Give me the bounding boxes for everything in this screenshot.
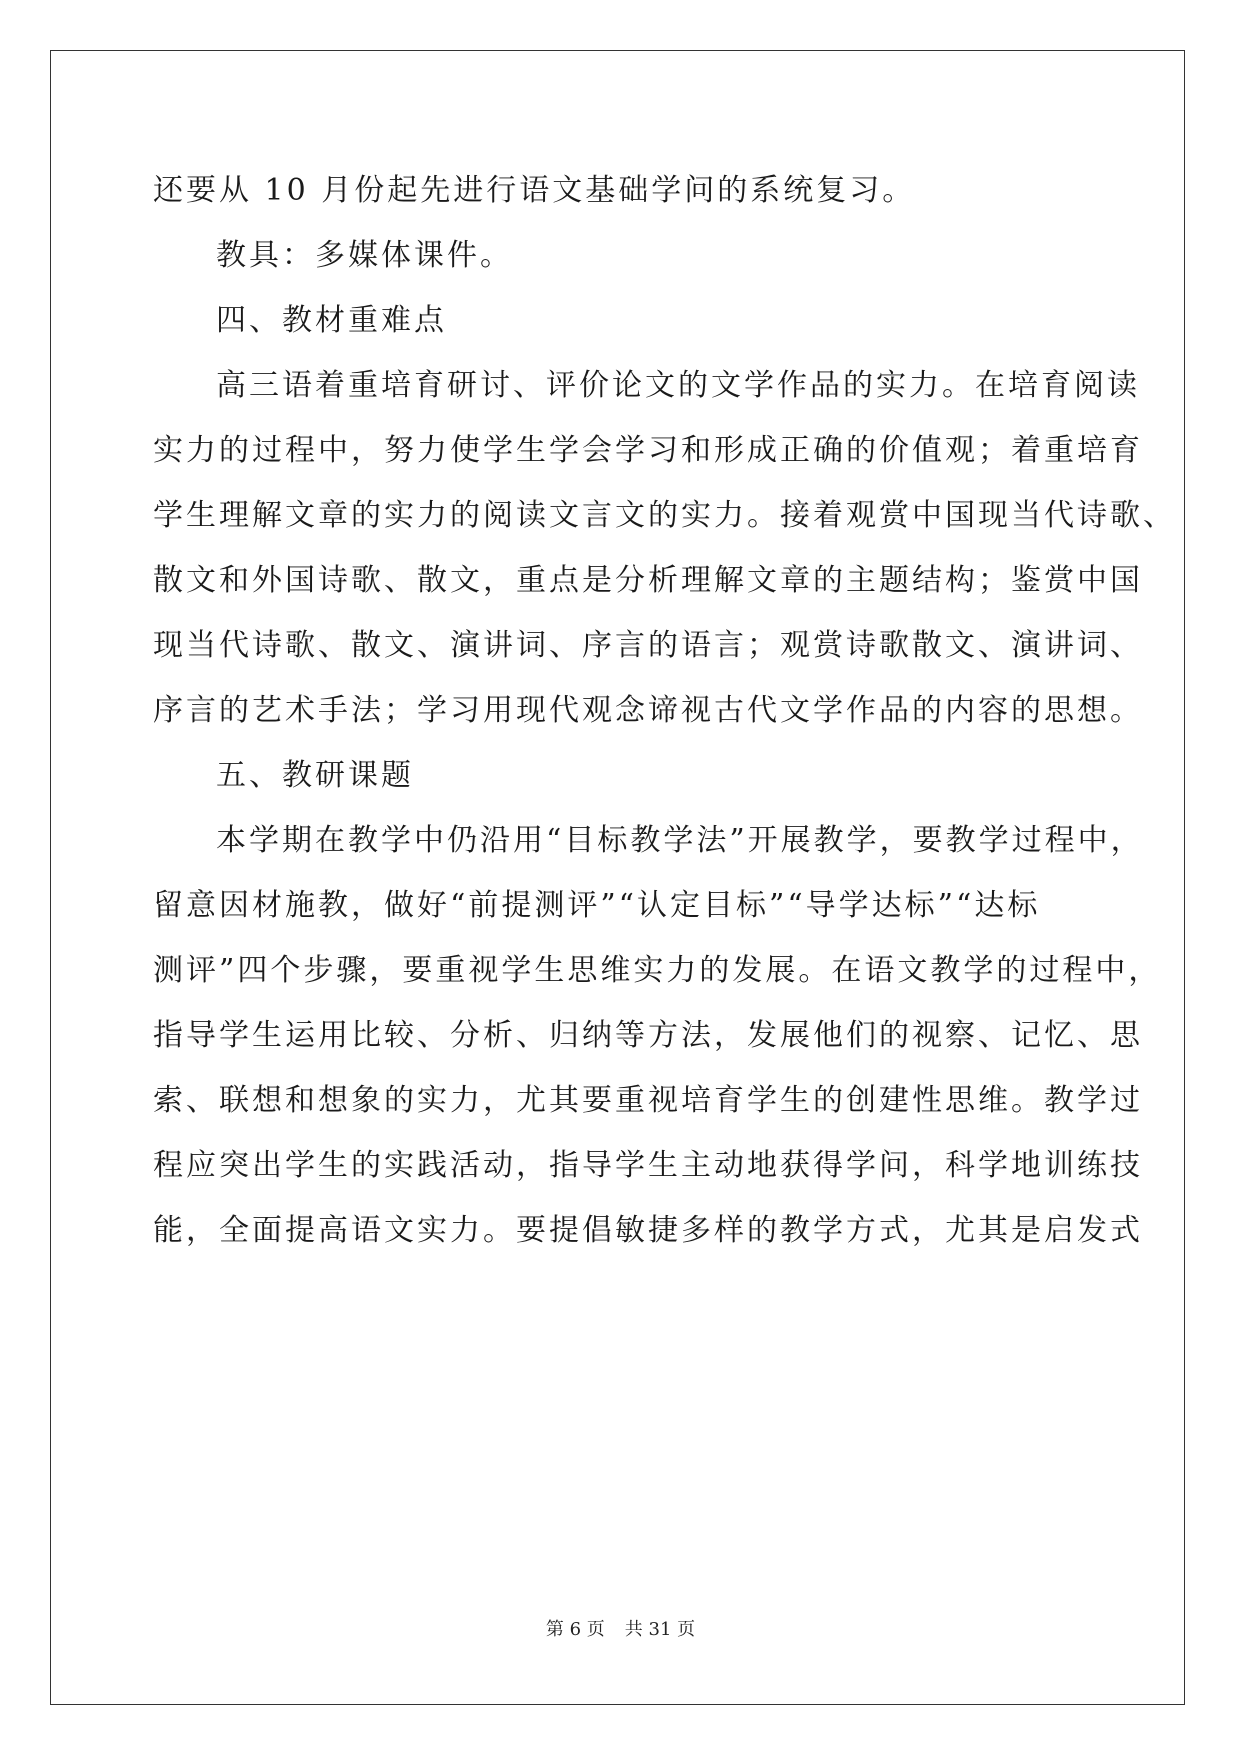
page-footer (0, 1618, 1241, 1642)
page-number-total: 共 31 页 (624, 1619, 696, 1640)
text-line-4: 高三语着重培育研讨、评价论文的文学作品的实力。在培育阅读 (216, 368, 1140, 403)
text-line-9: 序言的艺术手法；学习用现代观念谛视古代文学作品的内容的思想。 (153, 693, 1143, 728)
text-line-12: 留意因材施教，做好“前提测评”“认定目标”“导学达标”“达标 (153, 888, 1041, 923)
text-line-13: 测评”四个步骤，要重视学生思维实力的发展。在语文教学的过程中， (153, 953, 1162, 988)
text-line-16: 程应突出学生的实践活动，指导学生主动地获得学问，科学地训练技 (153, 1148, 1143, 1183)
text-line-7: 散文和外国诗歌、散文，重点是分析理解文章的主题结构；鉴赏中国 (153, 563, 1143, 598)
document-body (153, 158, 1176, 1263)
text-line-11: 本学期在教学中仍沿用“目标教学法”开展教学，要教学过程中， (216, 823, 1144, 858)
text-line-15: 索、联想和想象的实力，尤其要重视培育学生的创建性思维。教学过 (153, 1083, 1143, 1118)
text-line-8: 现当代诗歌、散文、演讲词、序言的语言；观赏诗歌散文、演讲词、 (153, 628, 1143, 663)
text-line-2: 教具：多媒体课件。 (216, 238, 513, 273)
text-line-6: 学生理解文章的实力的阅读文言文的实力。接着观赏中国现当代诗歌、 (153, 498, 1176, 533)
text-line-1: 还要从 10 月份起先进行语文基础学问的系统复习。 (153, 173, 916, 208)
text-line-5: 实力的过程中，努力使学生学会学习和形成正确的价值观；着重培育 (153, 433, 1143, 468)
text-line-17: 能，全面提高语文实力。要提倡敏捷多样的教学方式，尤其是启发式 (153, 1213, 1143, 1248)
page-number-current: 第 6 页 (545, 1619, 605, 1640)
section-heading-4: 四、教材重难点 (216, 303, 447, 338)
text-line-14: 指导学生运用比较、分析、归纳等方法，发展他们的视察、记忆、思 (153, 1018, 1143, 1053)
section-heading-5: 五、教研课题 (216, 758, 414, 793)
